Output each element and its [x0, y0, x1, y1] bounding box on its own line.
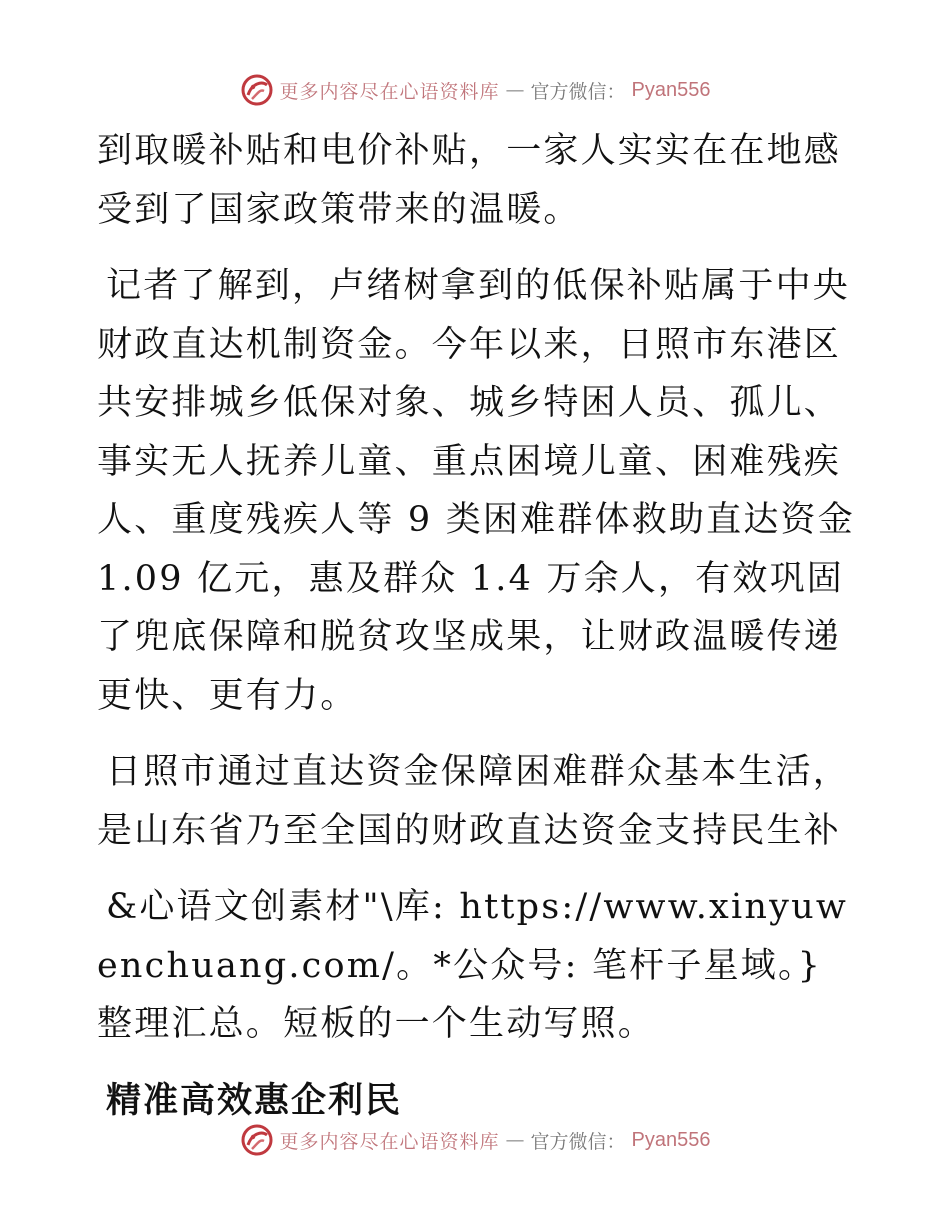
header-banner [0, 70, 950, 110]
paragraph-3: 日照市通过直达资金保障困难群众基本生活，是山东省乃至全国的财政直达资金支持民生补 [97, 752, 851, 851]
banner-wechat-id: Pyan556 [631, 1128, 711, 1151]
banner-wechat-label: 官方微信： [530, 80, 626, 103]
banner-promo-text: 更多内容尽在心语资料库 [279, 1130, 500, 1153]
swirl-logo-icon [240, 1123, 274, 1157]
banner-promo-text: 更多内容尽在心语资料库 [279, 80, 500, 103]
document-body [97, 122, 857, 1130]
paragraph-2: 记者了解到，卢绪树拿到的低保补贴属于中央财政直达机制资金。今年以来，日照市东港区共安排城乡低保对象、城乡特困人员、孤儿、事实无人抚养儿童、重点困境儿童、困难残疾人、重度残疾人等 9 类困难群体救助直达资金 1.09 亿元，惠及群众 1.4 万余人，有效巩固了兜底保障和脱贫攻坚成果，让财政温暖传递更快、更有力。 [97, 266, 855, 716]
footer-banner [0, 1120, 950, 1160]
banner-dash: — [505, 1129, 525, 1151]
banner-wechat-label: 官方微信： [530, 1130, 626, 1153]
section-heading: 精准高效惠企利民 [106, 1079, 403, 1121]
swirl-logo-icon [240, 73, 274, 107]
paragraph-1: 到取暖补贴和电价补贴，一家人实实在在地感受到了国家政策带来的温暖。 [97, 131, 842, 230]
paragraph-4-watermark-note: &心语文创素材"\库: https://www.xinyuwenchuang.com/。*公众号: 笔杆子星域。}整理汇总。短板的一个生动写照。 [97, 887, 848, 1044]
banner-dash: — [505, 79, 525, 101]
banner-wechat-id: Pyan556 [631, 78, 711, 101]
